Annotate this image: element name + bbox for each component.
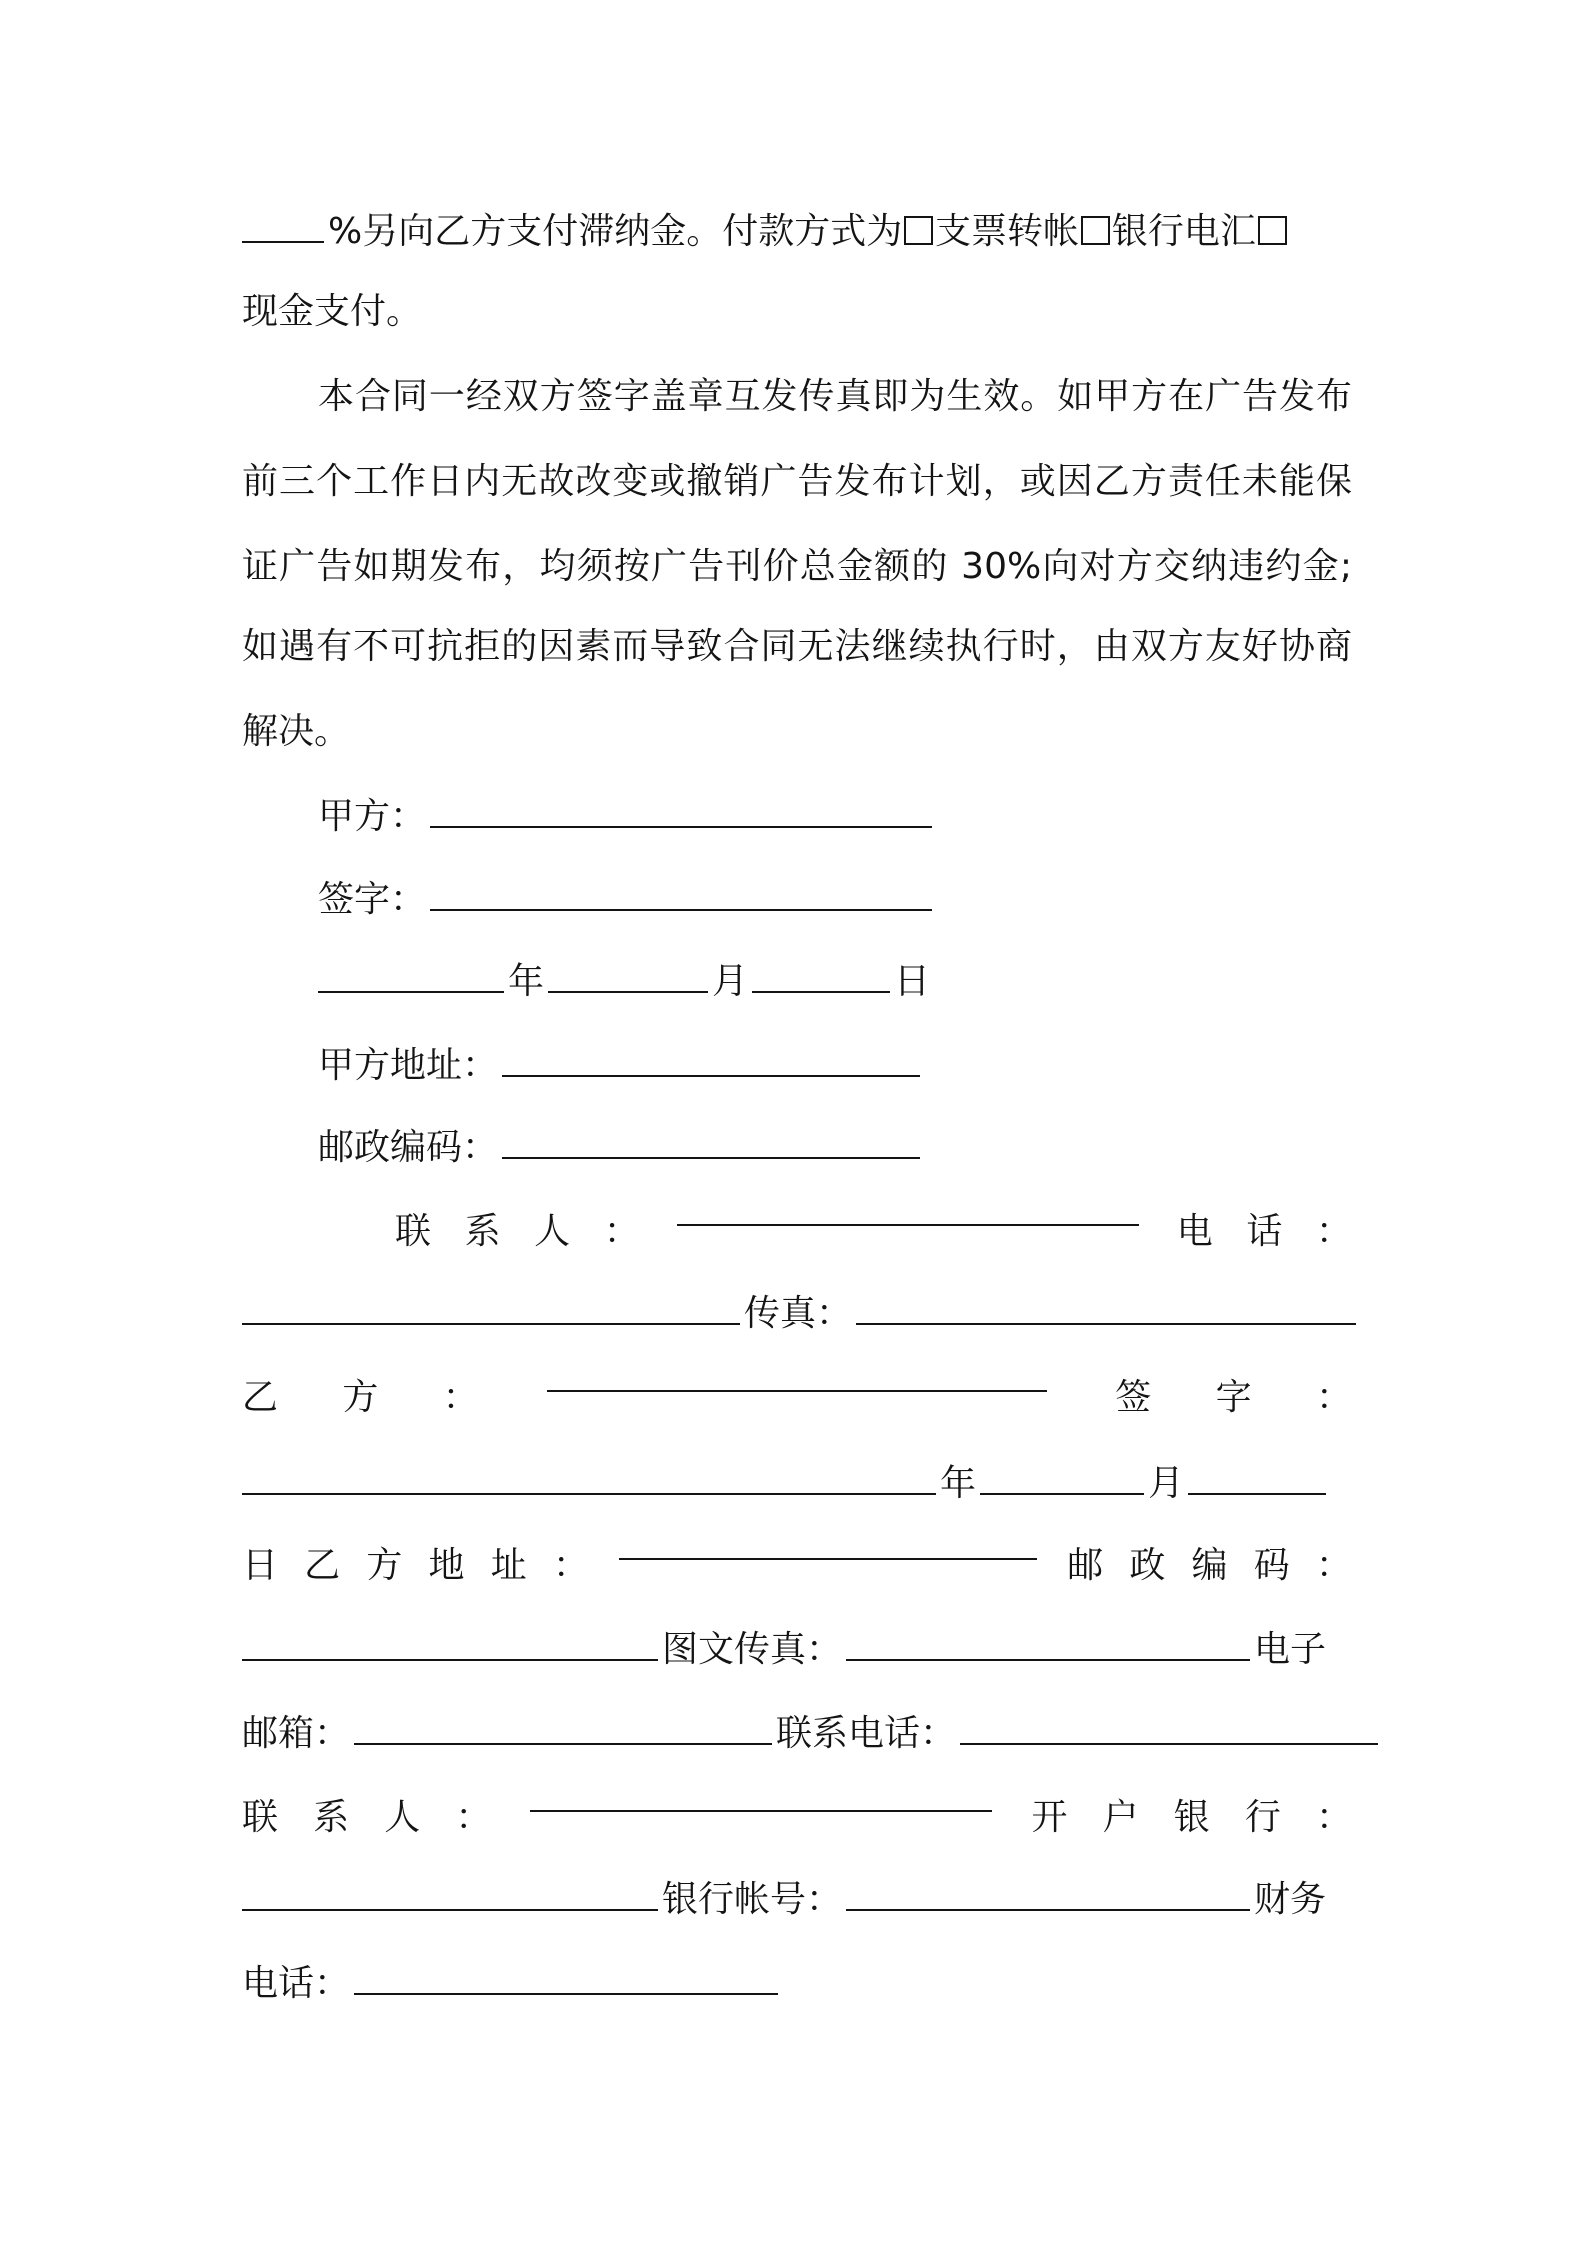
check-cheque-checkbox[interactable]	[904, 216, 933, 245]
party-b-fax-line: 图文传真： 电子	[242, 1608, 1352, 1692]
party-a-postcode-blank[interactable]	[502, 1123, 920, 1159]
party-a-year-blank[interactable]	[318, 957, 504, 993]
party-b-bank-blank[interactable]	[242, 1875, 658, 1911]
party-a-sign-line: 签字：	[318, 858, 1352, 942]
party-b-email-line: 邮箱： 联系电话：	[242, 1692, 1352, 1776]
party-b-name-blank[interactable]	[547, 1356, 1047, 1392]
party-b-contact-phone-blank[interactable]	[960, 1709, 1378, 1745]
party-a-address-line: 甲方地址：	[318, 1024, 1352, 1108]
party-a-phone-fax-line: 传真：	[242, 1272, 1352, 1356]
party-a-phone-blank[interactable]	[242, 1289, 740, 1325]
party-b-email-blank[interactable]	[354, 1709, 772, 1745]
clause-line-2: 前三个工作日内无故改变或撤销广告发布计划，或因乙方责任未能保	[242, 461, 1352, 502]
bank-transfer-checkbox[interactable]	[1081, 216, 1110, 245]
party-b-finance-phone-line: 电话：	[242, 1942, 1352, 2026]
clause-line-4: 如遇有不可抗拒的因素而导致合同无法继续执行时，由双方友好协商	[242, 626, 1352, 667]
party-a-postcode-line: 邮政编码：	[318, 1106, 1352, 1190]
party-b-address-line: 日 乙 方 地 址 ： 邮 政 编 码 ：	[242, 1524, 1352, 1608]
party-b-account-line: 银行帐号： 财务	[242, 1858, 1352, 1942]
party-a-day-blank[interactable]	[752, 957, 890, 993]
party-a-address-blank[interactable]	[502, 1041, 920, 1077]
cash-checkbox[interactable]	[1258, 216, 1287, 245]
party-b-postcode-blank[interactable]	[242, 1625, 658, 1661]
party-b-account-blank[interactable]	[846, 1875, 1250, 1911]
party-b-fax-blank[interactable]	[846, 1625, 1250, 1661]
clause-line-5: 解决。	[242, 711, 351, 752]
party-b-date-line: 年 月	[242, 1442, 1352, 1526]
party-a-sign-blank[interactable]	[430, 875, 932, 911]
party-b-contact-blank[interactable]	[530, 1776, 992, 1812]
party-a-name-line: 甲方：	[318, 775, 1352, 859]
party-a-date-line: 年 月 日	[318, 940, 1352, 1024]
clause-line-3: 证广告如期发布，均须按广告刊价总金额的 30%向对方交纳违约金;	[242, 546, 1352, 587]
party-b-sign-blank[interactable]	[242, 1459, 936, 1495]
clause-line-1: 本合同一经双方签字盖章互发传真即为生效。如甲方在广告发布	[318, 376, 1352, 417]
party-b-year-blank[interactable]	[980, 1459, 1144, 1495]
party-a-month-blank[interactable]	[548, 957, 708, 993]
party-b-month-blank[interactable]	[1188, 1459, 1326, 1495]
payment-method-line: %另向乙方支付滞纳金。付款方式为 支票转帐 银行电汇	[242, 190, 1352, 274]
cash-payment-line: 现金支付。	[242, 291, 423, 332]
party-b-name-line: 乙 方 ： 签 字 ：	[242, 1356, 1352, 1440]
party-a-fax-blank[interactable]	[856, 1289, 1356, 1325]
party-a-contact-blank[interactable]	[677, 1190, 1139, 1226]
party-a-contact-line: 联 系 人 ： 电 话 ：	[395, 1190, 1352, 1274]
party-b-contact-line: 联 系 人 ： 开 户 银 行 ：	[242, 1776, 1352, 1860]
party-b-address-blank[interactable]	[619, 1524, 1037, 1560]
late-fee-rate-blank[interactable]	[242, 207, 324, 243]
party-b-finance-phone-blank[interactable]	[354, 1959, 778, 1995]
party-a-name-blank[interactable]	[430, 792, 932, 828]
